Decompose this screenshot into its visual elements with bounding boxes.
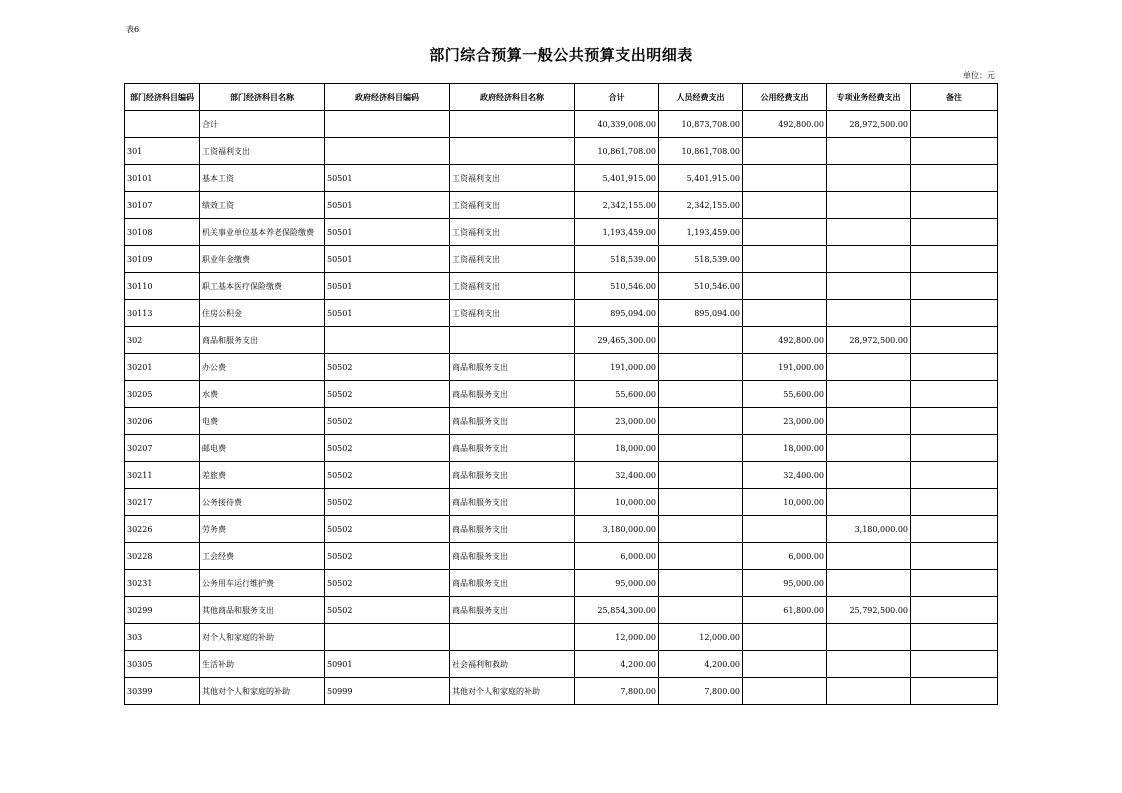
cell-public (743, 138, 827, 165)
cell-dept-name: 住房公积金 (200, 300, 325, 327)
cell-public: 10,000.00 (743, 489, 827, 516)
cell-personnel: 510,546.00 (659, 273, 743, 300)
cell-personnel: 10,873,708.00 (659, 111, 743, 138)
cell-note (911, 138, 998, 165)
cell-total: 23,000.00 (575, 408, 659, 435)
cell-special (827, 165, 911, 192)
col-header: 人员经费支出 (659, 84, 743, 111)
cell-personnel: 7,800.00 (659, 678, 743, 705)
cell-dept-code: 30305 (125, 651, 200, 678)
table-row (125, 192, 998, 219)
cell-personnel: 895,094.00 (659, 300, 743, 327)
table-row (125, 624, 998, 651)
cell-special (827, 273, 911, 300)
cell-total: 7,800.00 (575, 678, 659, 705)
cell-special (827, 570, 911, 597)
col-header: 公用经费支出 (743, 84, 827, 111)
cell-total: 10,861,708.00 (575, 138, 659, 165)
col-header: 专项业务经费支出 (827, 84, 911, 111)
cell-gov-name: 商品和服务支出 (450, 381, 575, 408)
cell-dept-code: 30217 (125, 489, 200, 516)
cell-public: 492,800.00 (743, 327, 827, 354)
cell-note (911, 327, 998, 354)
cell-dept-name: 对个人和家庭的补助 (200, 624, 325, 651)
cell-personnel (659, 435, 743, 462)
cell-special (827, 489, 911, 516)
cell-total: 895,094.00 (575, 300, 659, 327)
cell-dept-name: 工会经费 (200, 543, 325, 570)
cell-gov-name: 商品和服务支出 (450, 408, 575, 435)
cell-public: 6,000.00 (743, 543, 827, 570)
cell-special: 3,180,000.00 (827, 516, 911, 543)
cell-personnel: 1,193,459.00 (659, 219, 743, 246)
cell-gov-code: 50502 (325, 408, 450, 435)
cell-gov-code: 50502 (325, 597, 450, 624)
cell-note (911, 192, 998, 219)
cell-personnel (659, 543, 743, 570)
cell-total: 10,000.00 (575, 489, 659, 516)
cell-note (911, 219, 998, 246)
cell-special (827, 435, 911, 462)
col-header: 部门经济科目名称 (200, 84, 325, 111)
cell-total: 4,200.00 (575, 651, 659, 678)
cell-note (911, 597, 998, 624)
cell-special: 28,972,500.00 (827, 111, 911, 138)
cell-gov-code (325, 624, 450, 651)
cell-gov-name (450, 111, 575, 138)
cell-special (827, 678, 911, 705)
cell-dept-code: 30231 (125, 570, 200, 597)
cell-dept-name: 商品和服务支出 (200, 327, 325, 354)
cell-gov-code: 50501 (325, 300, 450, 327)
cell-personnel (659, 408, 743, 435)
cell-personnel: 518,539.00 (659, 246, 743, 273)
col-header: 部门经济科目编码 (125, 84, 200, 111)
cell-public: 23,000.00 (743, 408, 827, 435)
cell-dept-name: 职业年金缴费 (200, 246, 325, 273)
table-row (125, 273, 998, 300)
cell-gov-name: 商品和服务支出 (450, 489, 575, 516)
cell-total: 518,539.00 (575, 246, 659, 273)
cell-personnel (659, 354, 743, 381)
cell-note (911, 381, 998, 408)
col-header: 合计 (575, 84, 659, 111)
col-header: 备注 (911, 84, 998, 111)
table-row (125, 111, 998, 138)
unit-label: 单位：元 (963, 71, 995, 80)
cell-gov-code: 50501 (325, 219, 450, 246)
cell-dept-name: 绩效工资 (200, 192, 325, 219)
cell-dept-code: 30206 (125, 408, 200, 435)
cell-total: 12,000.00 (575, 624, 659, 651)
cell-note (911, 516, 998, 543)
cell-dept-code: 30299 (125, 597, 200, 624)
cell-dept-code: 30207 (125, 435, 200, 462)
cell-dept-code: 30226 (125, 516, 200, 543)
cell-gov-code: 50999 (325, 678, 450, 705)
cell-public (743, 219, 827, 246)
cell-special (827, 192, 911, 219)
cell-public (743, 273, 827, 300)
table-number: 表6 (126, 25, 140, 34)
cell-gov-name: 工资福利支出 (450, 192, 575, 219)
cell-gov-name (450, 327, 575, 354)
header-row (125, 84, 998, 111)
page-title: 部门综合预算一般公共预算支出明细表 (429, 46, 693, 64)
cell-dept-name: 办公费 (200, 354, 325, 381)
cell-dept-code: 301 (125, 138, 200, 165)
cell-total: 40,339,008.00 (575, 111, 659, 138)
table-row (125, 327, 998, 354)
cell-note (911, 651, 998, 678)
cell-note (911, 165, 998, 192)
cell-gov-name: 商品和服务支出 (450, 516, 575, 543)
cell-gov-name: 工资福利支出 (450, 273, 575, 300)
cell-gov-code (325, 138, 450, 165)
cell-personnel (659, 516, 743, 543)
cell-public (743, 192, 827, 219)
cell-gov-code: 50502 (325, 462, 450, 489)
cell-dept-name: 机关事业单位基本养老保险缴费 (200, 219, 325, 246)
cell-gov-code (325, 327, 450, 354)
cell-dept-code: 30110 (125, 273, 200, 300)
cell-dept-code: 30107 (125, 192, 200, 219)
cell-gov-name: 其他对个人和家庭的补助 (450, 678, 575, 705)
cell-special: 28,972,500.00 (827, 327, 911, 354)
cell-public: 492,800.00 (743, 111, 827, 138)
table-row (125, 165, 998, 192)
cell-dept-code: 30109 (125, 246, 200, 273)
cell-total: 55,600.00 (575, 381, 659, 408)
cell-dept-name: 差旅费 (200, 462, 325, 489)
table-row (125, 516, 998, 543)
cell-total: 29,465,300.00 (575, 327, 659, 354)
cell-dept-code: 30201 (125, 354, 200, 381)
table-row (125, 300, 998, 327)
cell-gov-name: 商品和服务支出 (450, 570, 575, 597)
cell-note (911, 300, 998, 327)
cell-dept-name: 公务接待费 (200, 489, 325, 516)
cell-dept-name: 劳务费 (200, 516, 325, 543)
table-row (125, 354, 998, 381)
cell-special (827, 354, 911, 381)
cell-special (827, 219, 911, 246)
cell-special (827, 408, 911, 435)
cell-gov-name: 商品和服务支出 (450, 354, 575, 381)
table-body (125, 111, 998, 705)
cell-special (827, 624, 911, 651)
cell-gov-code: 50501 (325, 246, 450, 273)
cell-gov-code: 50502 (325, 543, 450, 570)
cell-note (911, 570, 998, 597)
cell-special (827, 381, 911, 408)
cell-personnel (659, 570, 743, 597)
cell-note (911, 462, 998, 489)
cell-note (911, 246, 998, 273)
cell-gov-name: 商品和服务支出 (450, 462, 575, 489)
cell-gov-name: 工资福利支出 (450, 219, 575, 246)
cell-special (827, 138, 911, 165)
cell-special: 25,792,500.00 (827, 597, 911, 624)
table-row (125, 489, 998, 516)
cell-public (743, 165, 827, 192)
table-row (125, 219, 998, 246)
col-header: 政府经济科目名称 (450, 84, 575, 111)
cell-dept-code: 30211 (125, 462, 200, 489)
cell-gov-name: 社会福利和救助 (450, 651, 575, 678)
cell-gov-name (450, 138, 575, 165)
cell-total: 95,000.00 (575, 570, 659, 597)
cell-dept-name: 其他对个人和家庭的补助 (200, 678, 325, 705)
cell-dept-name: 水费 (200, 381, 325, 408)
cell-total: 1,193,459.00 (575, 219, 659, 246)
cell-gov-name (450, 624, 575, 651)
cell-note (911, 111, 998, 138)
cell-dept-name: 工资福利支出 (200, 138, 325, 165)
cell-dept-code (125, 111, 200, 138)
cell-dept-code: 30399 (125, 678, 200, 705)
table-row (125, 408, 998, 435)
cell-total: 18,000.00 (575, 435, 659, 462)
table-row (125, 678, 998, 705)
cell-total: 3,180,000.00 (575, 516, 659, 543)
cell-dept-code: 30228 (125, 543, 200, 570)
cell-gov-name: 工资福利支出 (450, 165, 575, 192)
cell-public (743, 651, 827, 678)
cell-gov-code: 50502 (325, 381, 450, 408)
cell-personnel (659, 462, 743, 489)
cell-gov-name: 商品和服务支出 (450, 435, 575, 462)
cell-special (827, 300, 911, 327)
cell-gov-code: 50502 (325, 354, 450, 381)
cell-note (911, 489, 998, 516)
cell-dept-code: 302 (125, 327, 200, 354)
cell-public (743, 246, 827, 273)
cell-public (743, 516, 827, 543)
cell-total: 510,546.00 (575, 273, 659, 300)
cell-total: 25,854,300.00 (575, 597, 659, 624)
table-row (125, 570, 998, 597)
cell-gov-code (325, 111, 450, 138)
cell-dept-code: 30108 (125, 219, 200, 246)
cell-gov-code: 50502 (325, 570, 450, 597)
col-header: 政府经济科目编码 (325, 84, 450, 111)
cell-dept-name: 基本工资 (200, 165, 325, 192)
cell-dept-code: 30113 (125, 300, 200, 327)
cell-total: 191,000.00 (575, 354, 659, 381)
table-row (125, 543, 998, 570)
cell-special (827, 246, 911, 273)
cell-gov-code: 50501 (325, 165, 450, 192)
cell-note (911, 354, 998, 381)
cell-gov-code: 50502 (325, 516, 450, 543)
cell-public (743, 300, 827, 327)
cell-note (911, 408, 998, 435)
cell-total: 32,400.00 (575, 462, 659, 489)
cell-personnel: 10,861,708.00 (659, 138, 743, 165)
cell-note (911, 435, 998, 462)
cell-public: 18,000.00 (743, 435, 827, 462)
cell-dept-code: 303 (125, 624, 200, 651)
cell-dept-code: 30205 (125, 381, 200, 408)
cell-personnel (659, 327, 743, 354)
cell-public: 55,600.00 (743, 381, 827, 408)
cell-public (743, 624, 827, 651)
cell-gov-code: 50502 (325, 489, 450, 516)
cell-personnel: 12,000.00 (659, 624, 743, 651)
cell-dept-name: 生活补助 (200, 651, 325, 678)
cell-personnel: 2,342,155.00 (659, 192, 743, 219)
cell-note (911, 273, 998, 300)
cell-gov-code: 50501 (325, 192, 450, 219)
cell-gov-name: 工资福利支出 (450, 246, 575, 273)
cell-total: 6,000.00 (575, 543, 659, 570)
table-row (125, 246, 998, 273)
cell-total: 2,342,155.00 (575, 192, 659, 219)
cell-dept-name: 其他商品和服务支出 (200, 597, 325, 624)
table-row (125, 462, 998, 489)
budget-table (124, 83, 998, 705)
cell-special (827, 462, 911, 489)
cell-note (911, 624, 998, 651)
cell-personnel (659, 381, 743, 408)
cell-gov-name: 商品和服务支出 (450, 597, 575, 624)
cell-gov-code: 50502 (325, 435, 450, 462)
cell-gov-name: 工资福利支出 (450, 300, 575, 327)
cell-gov-name: 商品和服务支出 (450, 543, 575, 570)
cell-dept-name: 公务用车运行维护费 (200, 570, 325, 597)
table-row (125, 597, 998, 624)
cell-note (911, 543, 998, 570)
cell-dept-name: 电费 (200, 408, 325, 435)
cell-dept-name: 合计 (200, 111, 325, 138)
cell-personnel: 5,401,915.00 (659, 165, 743, 192)
cell-gov-code: 50501 (325, 273, 450, 300)
cell-public: 191,000.00 (743, 354, 827, 381)
cell-dept-code: 30101 (125, 165, 200, 192)
cell-public (743, 678, 827, 705)
cell-dept-name: 职工基本医疗保险缴费 (200, 273, 325, 300)
cell-personnel (659, 597, 743, 624)
cell-dept-name: 邮电费 (200, 435, 325, 462)
cell-personnel (659, 489, 743, 516)
cell-public: 32,400.00 (743, 462, 827, 489)
cell-special (827, 543, 911, 570)
cell-note (911, 678, 998, 705)
cell-total: 5,401,915.00 (575, 165, 659, 192)
cell-personnel: 4,200.00 (659, 651, 743, 678)
table-row (125, 435, 998, 462)
cell-public: 95,000.00 (743, 570, 827, 597)
table-row (125, 138, 998, 165)
cell-gov-code: 50901 (325, 651, 450, 678)
table-row (125, 381, 998, 408)
table-row (125, 651, 998, 678)
cell-special (827, 651, 911, 678)
cell-public: 61,800.00 (743, 597, 827, 624)
